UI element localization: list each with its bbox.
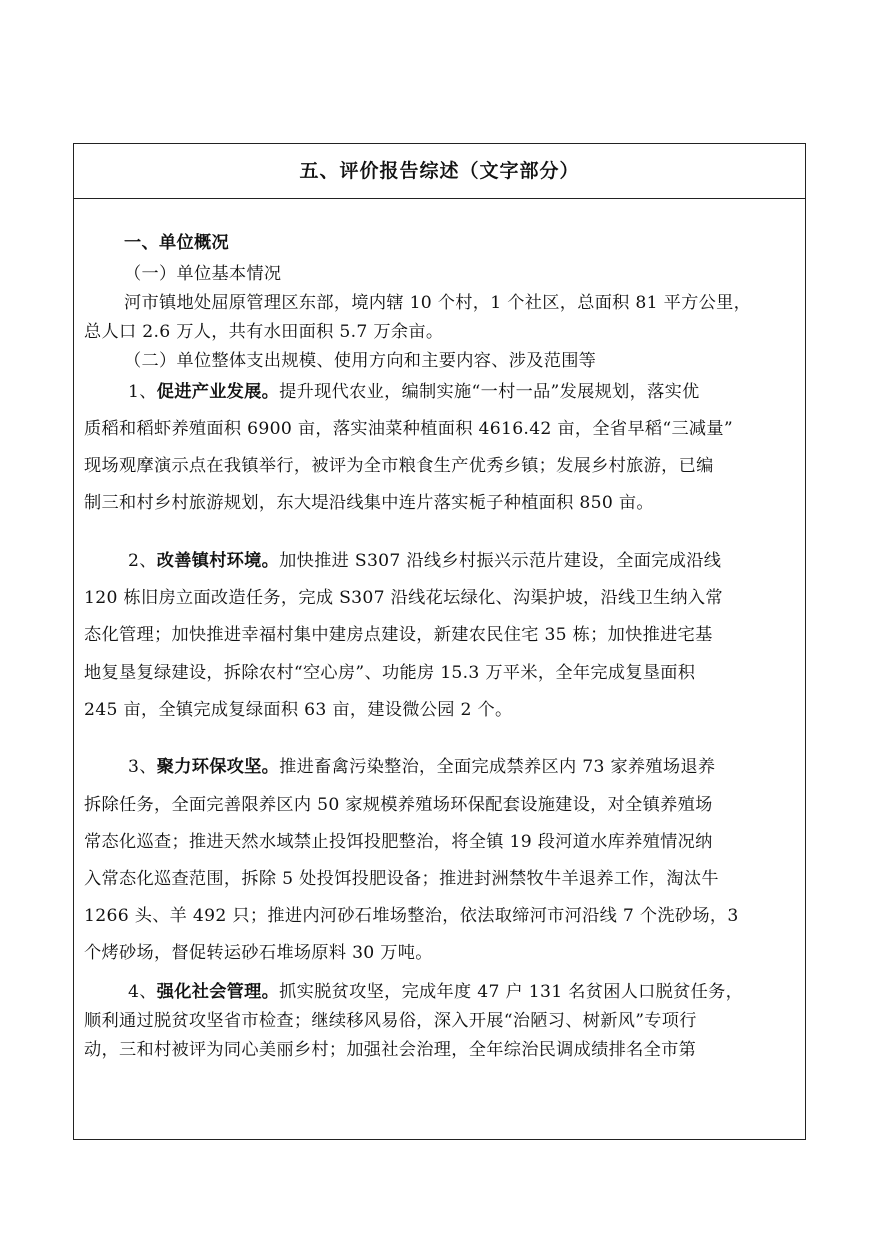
- p3-text: 推进畜禽污染整治，全面完成禁养区内 73 家养殖场退养: [279, 757, 716, 777]
- p3-heading: 聚力环保攻坚。: [156, 757, 280, 777]
- p1-line-1: [128, 377, 700, 402]
- p1-line-3: 现场观摩演示点在我镇举行，被评为全市粮食生产优秀乡镇；发展乡村旅游，已编: [84, 456, 714, 476]
- p4-text: 抓实脱贫攻坚，完成年度 47 户 131 名贫困人口脱贫任务，: [279, 982, 744, 1002]
- p2-line-2: 120 栋旧房立面改造任务，完成 S307 沿线花坛绿化、沟渠护坡，沿线卫生纳入常: [84, 588, 723, 608]
- p3-line-2: 拆除任务，全面完善限养区内 50 家规模养殖场环保配套设施建设，对全镇养殖场: [84, 795, 713, 815]
- p2-line-5: 245 亩，全镇完成复绿面积 63 亩，建设微公园 2 个。: [84, 700, 513, 720]
- p3-line-3: 常态化巡查；推进天然水域禁止投饵投肥整治，将全镇 19 段河道水库养殖情况纳: [84, 832, 713, 852]
- p3-number: 3、: [128, 757, 157, 777]
- p3-line-6: 个烤砂场，督促转运砂石堆场原料 30 万吨。: [84, 943, 433, 963]
- p4-line-1: [128, 977, 743, 1002]
- page-title: 五、评价报告综述（文字部分）: [299, 160, 580, 182]
- p2-line-4: 地复垦复绿建设，拆除农村“空心房”、功能房 15.3 万平米，全年完成复垦面积: [84, 663, 696, 683]
- p4-line-2: 顺利通过脱贫攻坚省市检查；继续移风易俗，深入开展“治陋习、树新风”专项行: [84, 1011, 697, 1031]
- p3-line-4: 入常态化巡查范围，拆除 5 处投饵投肥设备；推进封洲禁牧牛羊退养工作，淘汰牛: [84, 869, 719, 889]
- p4-line-3: 动，三和村被评为同心美丽乡村；加强社会治理，全年综治民调成绩排名全市第: [84, 1040, 697, 1060]
- section-heading-1: 一、单位概况: [124, 233, 229, 253]
- p2-line-1: [128, 546, 721, 571]
- p1-number: 1、: [128, 382, 157, 402]
- p3-line-5: 1266 头、羊 492 只；推进内河砂石堆场整治，依法取缔河市河沿线 7 个洗砂场，3: [84, 906, 739, 926]
- p4-heading: 强化社会管理。: [156, 982, 280, 1002]
- p2-line-3: 态化管理；加快推进幸福村集中建房点建设，新建农民住宅 35 栋；加快推进宅基: [84, 625, 713, 645]
- title-row: [74, 144, 805, 199]
- p3-line-1: [128, 752, 715, 777]
- basic-info-line-2: 总人口 2.6 万人，共有水田面积 5.7 万余亩。: [84, 322, 444, 342]
- subheading-expenditure: （二）单位整体支出规模、使用方向和主要内容、涉及范围等: [124, 351, 597, 371]
- basic-info-line-1: 河市镇地处屈原管理区东部，境内辖 10 个村，1 个社区，总面积 81 平方公里，: [124, 293, 752, 313]
- p1-line-2: 质稻和稻虾养殖面积 6900 亩，落实油菜种植面积 4616.42 亩，全省早稻“三减量”: [84, 419, 733, 439]
- p2-number: 2、: [128, 551, 157, 571]
- report-frame: [73, 143, 806, 1140]
- p4-number: 4、: [128, 982, 157, 1002]
- subheading-basic: （一）单位基本情况: [124, 264, 282, 284]
- p1-heading: 促进产业发展。: [156, 382, 280, 402]
- p1-line-4: 制三和村乡村旅游规划，东大堤沿线集中连片落实栀子种植面积 850 亩。: [84, 493, 654, 513]
- p1-text: 提升现代农业，编制实施“一村一品”发展规划，落实优: [279, 382, 700, 402]
- p2-heading: 改善镇村环境。: [156, 551, 280, 571]
- p2-text: 加快推进 S307 沿线乡村振兴示范片建设，全面完成沿线: [279, 551, 722, 571]
